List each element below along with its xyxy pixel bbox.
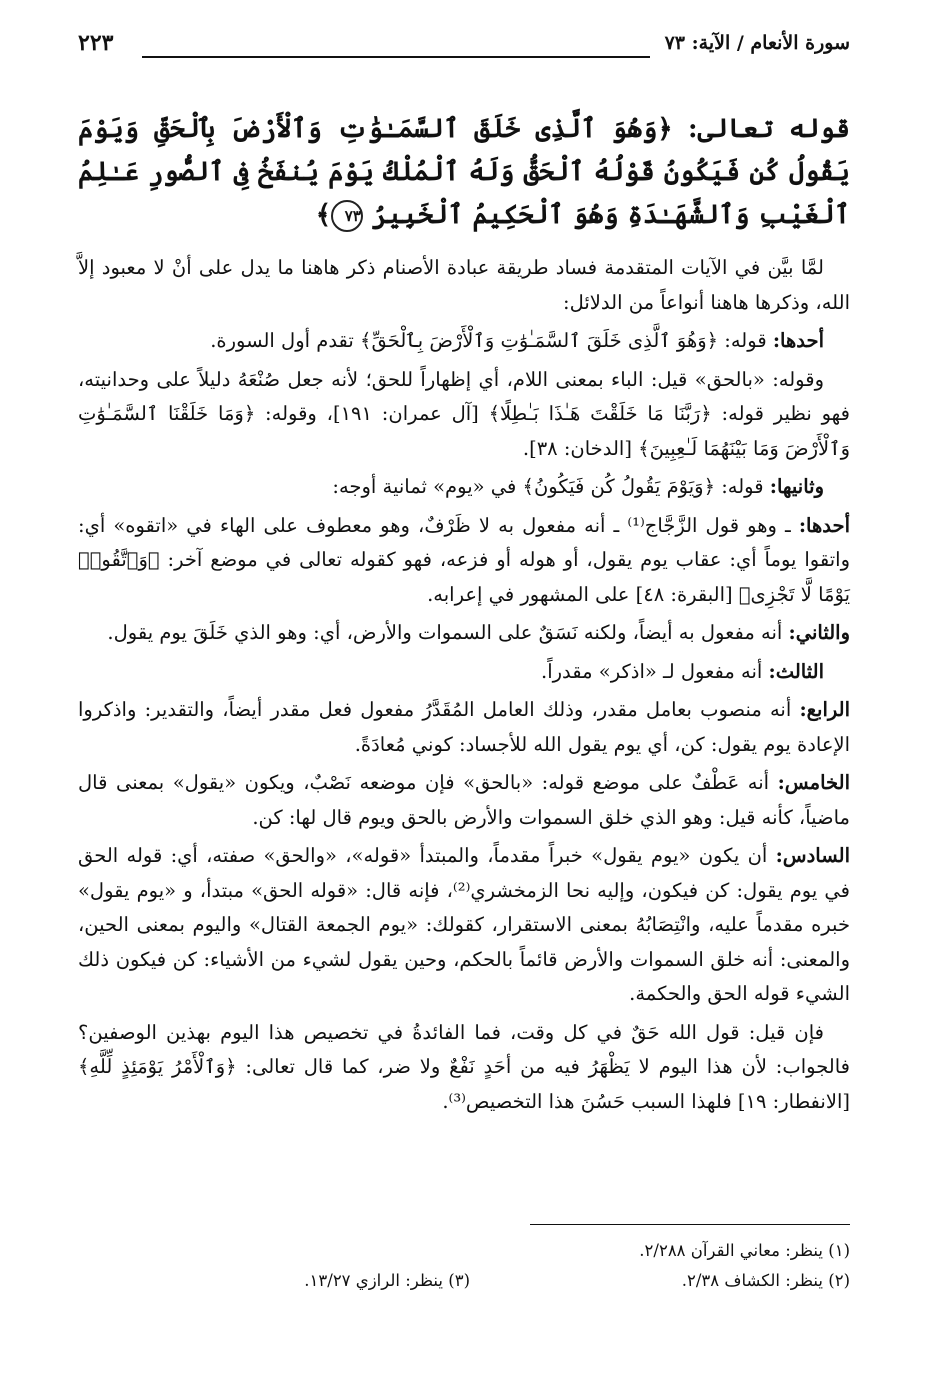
footnote-id: (١) [828,1241,850,1260]
commentary-paragraph [78,655,850,690]
paragraph-text: أنه منصوب بعامل مقدر، وذلك العامل المُقَدَّرُ مفعول فعل مقدر أيضاً، والتقدير: واذكروا الإعادة يوم يقول: كن، أي يوم يقول الله للأجساد: كوني مُعادَةً. [78,698,850,756]
commentary-paragraphs [78,251,850,1119]
page-number: ٢٢٣ [78,30,114,56]
paragraph-text: ـ وهو قول الزَّجَّاج⁽¹⁾ ـ أنه مفعول به لا ظَرْفٌ، وهو معطوف على الهاء في «اتقوه» أي: واتقوا يوماً أي: عقاب يوم يقول، أو هوله أو فزعه، فهو كقوله تعالى في موضع آخر: ﴿وَٱتَّقُوا۟ يَوْمًا لَّا تَجْزِى﴾ [البقرة: ٤٨] على المشهور في إعرابه. [78,513,850,606]
paragraph-lead: الرابع: [799,698,850,721]
commentary-paragraph [78,470,850,505]
paragraph-text: فإن قيل: قول الله حَقٌ في كل وقت، فما الفائدةُ في تخصيص هذا اليوم بهذين الوصفين؟ فالجواب: لأن هذا اليوم لا يَظْهَرُ فيه من أحَدٍ نَفْعٌ ولا ضر، كما قال تعالى: ﴿وَٱلْأَمْرُ يَوْمَئِذٍ لِّلَّهِ﴾ [الانفطار: ١٩] فلهذا السبب حَسُنَ هذا التخصيص⁽³⁾. [78,1020,850,1113]
commentary-paragraph [78,1016,850,1120]
paragraph-text: أنه مفعول به أيضاً، ولكنه نَسَقٌ على السموات والأرض، أي: وهو الذي خَلَقَ يوم يقول. [107,621,783,644]
paragraph-lead: أحدها: [772,329,824,352]
paragraph-text: وقوله: «بالحق» قيل: الباء بمعنى اللام، أي إظهاراً للحق؛ لأنه جعل صُنْعَهُ دليلاً على وحدانيته، فهو نظير قوله: ﴿رَبَّنَا مَا خَلَقْتَ هَـٰذَا بَـٰطِلًا﴾ [آل عمران: ١٩١]، وقوله: ﴿وَمَا خَلَقْنَا ٱلسَّمَـٰوَٰتِ وَٱلْأَرْضَ وَمَا بَيْنَهُمَا لَـٰعِبِينَ﴾ [الدخان: ٣٨]. [78,367,850,460]
footnotes [78,1236,850,1296]
footnote-id: (٣) [448,1271,470,1290]
paragraph-text: أن يكون «يوم يقول» خبراً مقدماً، والمبتدأ «قوله»، «والحق» صفته، أي: قوله الحق في يوم يقول: كن فيكون، وإليه نحا الزمخشري⁽²⁾، فإنه قال: «قوله الحق» مبتدأ، و «يوم يقول» خبره مقدماً عليه، وانْتِصَابُهُ بمعنى الاستقرار، كقولك: «يوم الجمعة القتال» واليوم بمعنى الحين، والمعنى: أنه خلق السموات والأرض قائماً بالحكم، وحين يقول لشيء من الأشياء: كن فيكون ذلك الشيء قوله الحق والحكمة. [78,844,850,1005]
commentary-paragraph [78,839,850,1012]
paragraph-text: أنه عَطْفٌ على موضع قوله: «بالحق» فإن موضعه نَصْبٌ، ويكون «يقول» بمعنى قال ماضياً، كأنه قيل: وهو الذي خلق السموات والأرض بالحق ويوم قال لها: كن. [78,771,850,829]
footnote-3 [304,1266,470,1296]
footnote-text: ينظر: الكشاف ٢/٣٨. [681,1271,823,1290]
commentary-paragraph [78,324,850,359]
footnote-separator [78,1224,398,1225]
commentary-paragraph [78,509,850,613]
commentary-paragraph [78,766,850,835]
quran-verse [78,108,850,237]
verse-close: ﴾ [315,200,331,230]
book-page [78,30,850,1350]
paragraph-lead: والثاني: [788,621,850,644]
footnote-1 [639,1236,850,1266]
commentary-paragraph [78,251,850,320]
paragraph-text: قوله: ﴿وَيَوْمَ يَقُولُ كُن فَيَكُونُ﴾ في «يوم» ثمانية أوجه: [332,475,764,498]
footnote-text: ينظر: الرازي ١٣/٢٧. [304,1271,443,1290]
verse-number-marker: ٧٣ [331,200,363,232]
paragraph-lead: الخامس: [777,771,851,794]
paragraph-lead: السادس: [775,844,850,867]
paragraph-text: لمَّا بيَّن في الآيات المتقدمة فساد طريقة عبادة الأصنام ذكر هاهنا ما يدل على أنْ لا معبود إلاَّ الله، وذكرها هاهنا أنواعاً من الدلائل: [78,256,850,314]
verse-intro: قوله تعالى: [687,114,850,144]
verse-text: ﴿وَهُوَ ٱلَّذِى خَلَقَ ٱلسَّمَـٰوَٰتِ وَٱلْأَرْضَ بِٱلْحَقِّ وَيَوْمَ يَقُولُ كُن فَيَكُونُ قَوْلُهُ ٱلْحَقُّ وَلَهُ ٱلْمُلْكُ يَوْمَ يُنفَخُ فِى ٱلصُّورِ عَـٰلِمُ ٱلْغَيْبِ وَٱلشَّهَـٰدَةِ وَهُوَ ٱلْحَكِيمُ ٱلْخَبِيرُ [78,114,850,230]
chapter-title: سورة الأنعام / الآية: ٧٣ [664,32,850,54]
commentary-paragraph [78,693,850,762]
footnote-row [78,1266,850,1296]
commentary-paragraph [78,363,850,467]
page-header [78,30,850,70]
paragraph-lead: وثانيها: [769,475,824,498]
footnote-row [78,1236,850,1266]
paragraph-text: أنه مفعول لـ «اذكر» مقدراً. [541,659,763,683]
footnote-text: ينظر: معاني القرآن ٢/٢٨٨. [639,1241,823,1260]
paragraph-text: قوله: ﴿وَهُوَ ٱلَّذِى خَلَقَ ٱلسَّمَـٰوَٰتِ وَٱلْأَرْضَ بِٱلْحَقِّ﴾ تقدم أول السورة. [210,329,767,352]
commentary-paragraph [78,616,850,651]
footnote-id: (٢) [828,1271,850,1290]
footnote-2 [682,1266,850,1296]
paragraph-lead: أحدها: [798,513,850,537]
paragraph-lead: الثالث: [768,659,824,683]
header-rule [142,56,650,58]
page-body [78,108,850,1119]
